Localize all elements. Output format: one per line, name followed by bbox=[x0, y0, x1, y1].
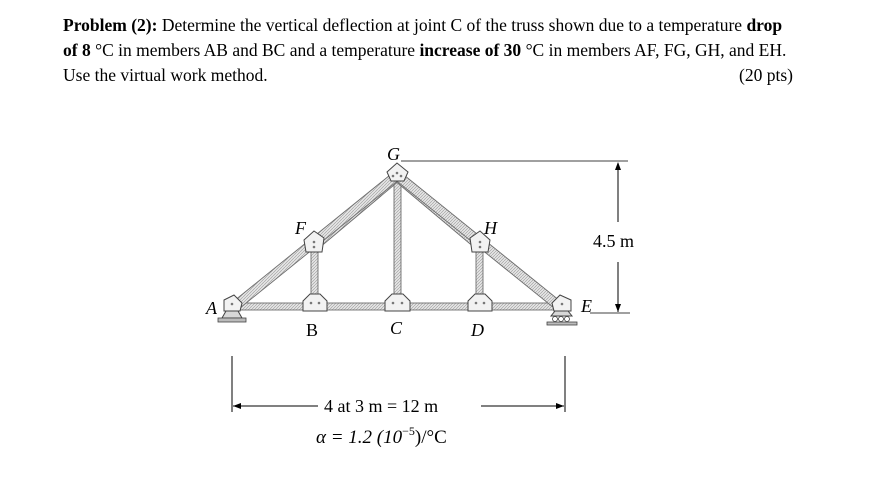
joint-label-D: D bbox=[471, 320, 484, 340]
increase-label: increase of 30 bbox=[419, 40, 522, 60]
alpha-label bbox=[316, 424, 447, 448]
gusset-C bbox=[385, 294, 410, 311]
span-arrow-right bbox=[556, 403, 564, 409]
joint-label-G: G bbox=[387, 144, 400, 164]
joint-label-F: F bbox=[295, 218, 306, 238]
alpha-suffix: )/°C bbox=[414, 427, 447, 448]
joint-label-H: H bbox=[484, 218, 497, 238]
height-arrow-bottom bbox=[615, 304, 621, 312]
alpha-exponent: −5 bbox=[402, 424, 415, 438]
problem-label: Problem (2): bbox=[63, 15, 158, 35]
problem-text-3: °C in members AF, FG, GH, and EH. Use the virtual work method. bbox=[63, 40, 787, 85]
drop-label: drop of 8 bbox=[63, 15, 783, 60]
problem-text-1: Determine the vertical deflection at joint C of the truss shown due to a temperature bbox=[157, 15, 747, 35]
joint-label-C: C bbox=[390, 318, 403, 338]
support-pin-A bbox=[218, 311, 246, 322]
height-arrow-top bbox=[615, 162, 621, 170]
joint-label-A: A bbox=[206, 298, 217, 318]
span-arrow-left bbox=[233, 403, 241, 409]
member-GC bbox=[394, 177, 401, 306]
span-label: 4 at 3 m = 12 m bbox=[324, 396, 439, 416]
problem-text-2: °C in members AB and BC and a temperature bbox=[90, 40, 420, 60]
joint-label-E: E bbox=[581, 296, 592, 316]
alpha-prefix: α = 1.2 (10 bbox=[316, 427, 403, 448]
truss-members bbox=[229, 171, 565, 312]
joint-label-B: B bbox=[306, 320, 319, 340]
points-label: (20 pts) bbox=[739, 65, 793, 85]
support-roller-E bbox=[547, 311, 577, 325]
gusset-B bbox=[303, 294, 327, 311]
height-label: 4.5 m bbox=[593, 231, 635, 251]
gusset-D bbox=[468, 294, 492, 311]
